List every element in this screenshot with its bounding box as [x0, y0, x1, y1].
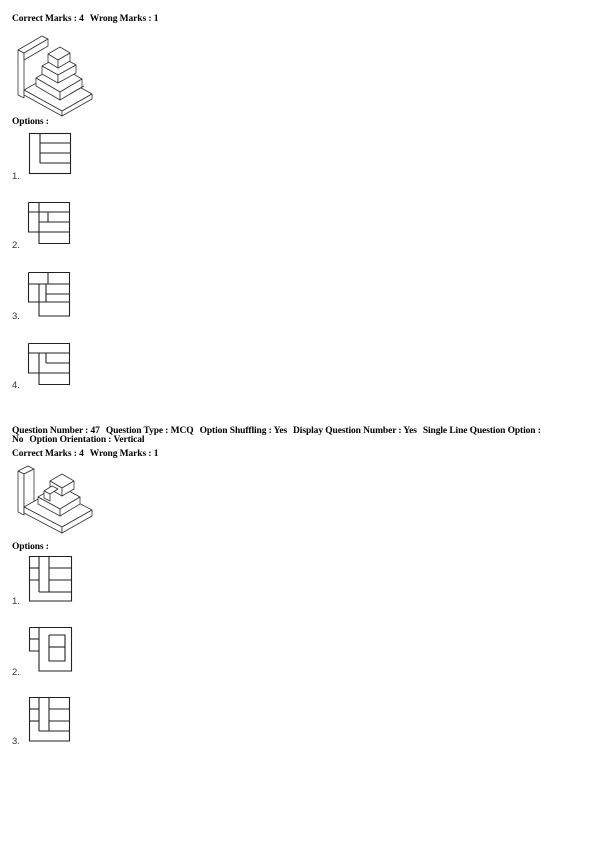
q47-option-orientation: Option Orientation : Vertical [29, 435, 145, 445]
q46-option-3-number[interactable]: 3. [12, 311, 20, 322]
q47-option-1-number[interactable]: 1. [12, 596, 20, 607]
q47-option-2-number[interactable]: 2. [12, 667, 20, 678]
q46-options-label: Options : [12, 117, 49, 127]
q46-option-2-number[interactable]: 2. [12, 240, 20, 251]
q47-options-label: Options : [12, 542, 49, 552]
q47-wrong-marks: Wrong Marks : 1 [89, 449, 159, 459]
q46-option-3-figure[interactable] [28, 272, 72, 318]
q46-option-4-number[interactable]: 4. [12, 380, 20, 391]
q46-question-figure [14, 28, 99, 113]
q47-single-line-option-value: No [12, 435, 24, 445]
q47-question-figure [14, 463, 99, 538]
q46-option-1-figure[interactable] [29, 133, 73, 177]
q46-option-4-figure[interactable] [28, 343, 72, 387]
q46-correct-marks: Correct Marks : 4 [12, 14, 84, 24]
q47-option-1-figure[interactable] [29, 556, 75, 602]
q47-question-type: Question Type : MCQ [105, 426, 194, 436]
q47-correct-marks: Correct Marks : 4 [12, 449, 84, 459]
q47-option-3-figure[interactable] [29, 697, 75, 743]
q47-display-question-number: Display Question Number : Yes [293, 426, 417, 436]
q47-marks-line [12, 449, 158, 459]
q47-single-line-option: Single Line Question Option : [422, 426, 541, 436]
q47-option-2-figure[interactable] [29, 627, 75, 673]
q47-header-line-2 [12, 435, 144, 445]
q47-question-number: Question Number : 47 [12, 426, 100, 436]
q46-wrong-marks: Wrong Marks : 1 [89, 14, 159, 24]
q47-option-shuffling: Option Shuffling : Yes [199, 426, 288, 436]
q47-option-3-number[interactable]: 3. [12, 736, 20, 747]
q46-marks-line [12, 14, 158, 24]
q46-option-2-figure[interactable] [28, 202, 72, 246]
q46-option-1-number[interactable]: 1. [12, 171, 20, 182]
